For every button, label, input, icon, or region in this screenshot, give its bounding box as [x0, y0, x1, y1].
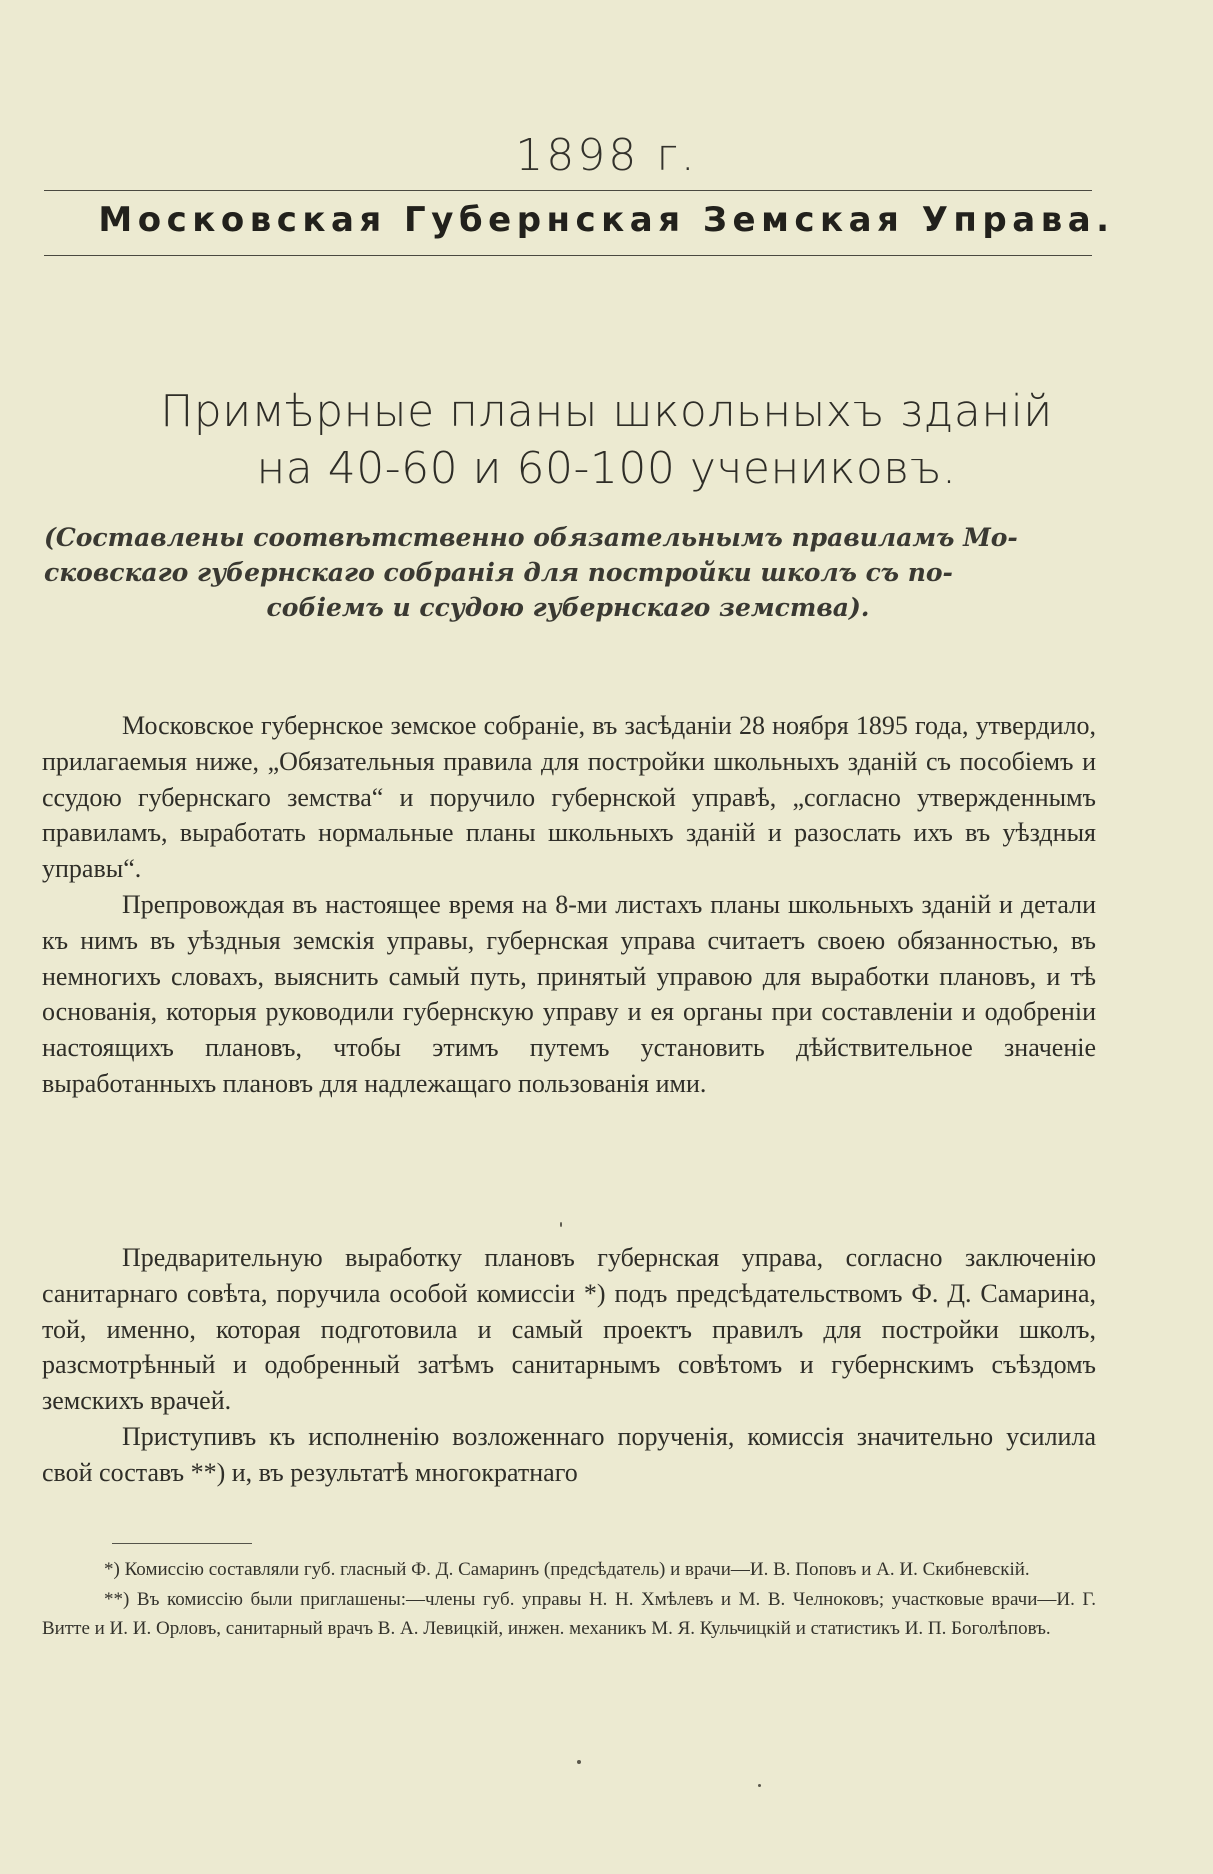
paper-speck	[577, 1760, 581, 1764]
footnotes	[42, 1555, 1096, 1644]
paragraph-2: Препровождая въ настоящее время на 8-ми листахъ планы школьныхъ зданій и детали къ нимъ въ уѣздныя земскія управы, губернская управа считаетъ своею обязанностью, въ немногихъ словахъ, выяснить самый путь, принятый управою для выработки плановъ, и тѣ основанія, которыя руководили губернскую управу и ея органы при составленіи и одобреніи настоящихъ плановъ, чтобы этимъ путемъ установить дѣйствительное значеніе выработанныхъ плановъ для надлежащаго пользованія ими.	[42, 889, 1096, 1098]
footnote-1: *) Комиссію составляли губ. гласный Ф. Д. Самаринъ (предсѣдатель) и врачи—И. В. Поповъ и А. И. Скибневскій.	[104, 1559, 1030, 1580]
paper-speck	[758, 1784, 761, 1787]
document-subtitle	[44, 520, 1092, 625]
footnote-2: **) Въ комиссію были приглашены:—члены губ. управы Н. Н. Хмѣлевъ и М. В. Челноковъ; участковые врачи—И. Г. Витте и И. И. Орловъ, санитарный врачъ В. А. Левицкій, инжен. механикъ М. Я. Кульчицкій и статистикъ И. П. Боголѣповъ.	[42, 1588, 1096, 1639]
title-line-1: Примѣрные планы школьныхъ зданій	[160, 386, 1053, 437]
organization-name: Московская Губернская Земская Управа.	[98, 200, 1115, 240]
document-year: 1898 г.	[515, 130, 698, 181]
body-section-1	[42, 708, 1096, 1102]
paragraph-3: Предварительную выработку плановъ губернская управа, согласно заключенію санитарнаго совѣта, поручила особой комиссіи *) подъ предсѣдательствомъ Ф. Д. Самарина, той, именно, которая подготовила и самый проектъ правилъ для постройки школъ, разсмотрѣнный и одобренный затѣмъ санитарнымъ совѣтомъ и губернскимъ съѣздомъ земскихъ врачей.	[42, 1243, 1096, 1416]
body-section-2	[42, 1240, 1096, 1491]
subtitle-line-1: (Составлены соотвѣтственно обязательнымъ правиламъ Мо-	[44, 523, 1018, 552]
paragraph-1: Московское губернское земское собраніе, въ засѣданіи 28 ноября 1895 года, утвердило, прилагаемыя ниже, „Обязательныя правила для постройки школьныхъ зданій съ пособіемъ и ссудою губернскаго земства“ и поручило губернской управѣ, „согласно утвержденнымъ правиламъ, выработать нормальные планы школьныхъ зданій и разослать ихъ въ уѣздныя управы“.	[42, 711, 1096, 884]
paragraph-4: Приступивъ къ исполненію возложеннаго порученія, комиссія значительно усилила свой составъ **) и, въ результатѣ многократнаго	[42, 1421, 1096, 1487]
footnote-separator	[112, 1543, 252, 1544]
header-rule-bottom	[44, 255, 1092, 256]
header-rule-top	[44, 190, 1092, 191]
paper-speck	[560, 1222, 562, 1227]
title-line-2: на 40-60 и 60-100 учениковъ.	[256, 443, 957, 494]
subtitle-line-3: собіемъ и ссудою губернскаго земства).	[266, 593, 870, 622]
document-title	[0, 383, 1213, 497]
subtitle-line-2: сковскаго губернскаго собранія для постройки школъ съ по-	[44, 558, 953, 587]
